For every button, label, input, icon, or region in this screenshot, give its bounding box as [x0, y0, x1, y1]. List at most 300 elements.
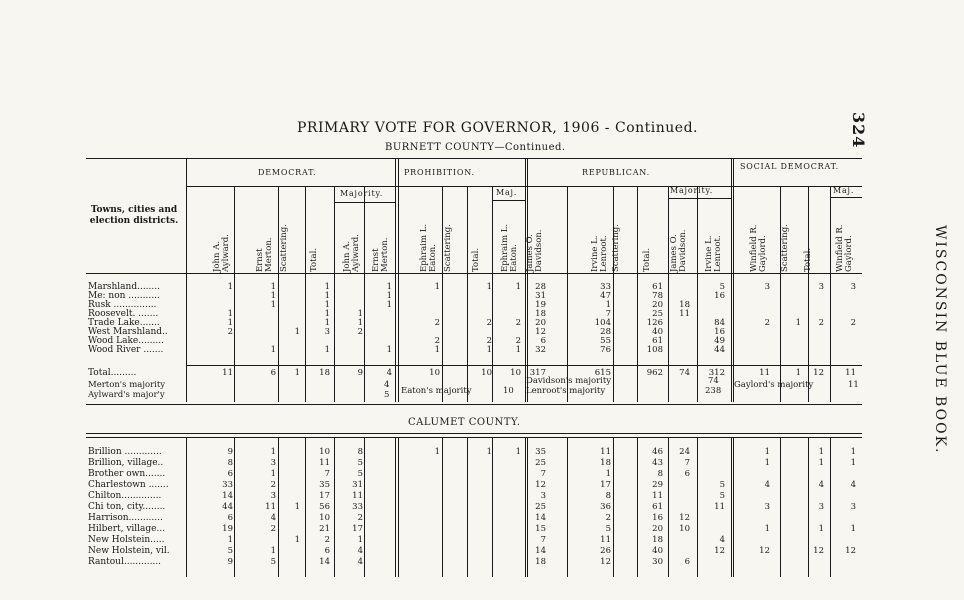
total-cell: 9	[357, 368, 363, 378]
vote-cell: 2	[515, 336, 521, 346]
vote-cell: 6	[324, 546, 330, 556]
vote-cell: 8	[357, 447, 363, 457]
vote-cell: 20	[652, 524, 663, 534]
vote-cell: 6	[684, 557, 690, 567]
column-divider	[830, 186, 831, 402]
vote-cell: 2	[357, 513, 363, 523]
column-header: Irvine L. Lenroot.	[704, 235, 723, 272]
column-divider	[830, 437, 831, 577]
vote-cell: 1	[294, 327, 300, 337]
vote-cell: 1	[270, 469, 276, 479]
total-cell: 11	[845, 368, 856, 378]
vote-cell: 1	[270, 282, 276, 292]
vote-cell: 5	[719, 282, 725, 292]
vote-cell: 1	[764, 458, 770, 468]
vote-cell: 5	[719, 480, 725, 490]
column-header: Ephraim L. Eaton.	[419, 223, 438, 272]
vote-cell: 5	[227, 546, 233, 556]
vote-cell: 3	[818, 282, 824, 292]
town-name: New Holstein, vil.	[88, 546, 170, 556]
vote-cell: 5	[719, 491, 725, 501]
vote-cell: 1	[386, 300, 392, 310]
vote-cell: 2	[515, 318, 521, 328]
town-name: Roosevelt. .......	[88, 309, 159, 319]
vote-cell: 3	[270, 458, 276, 468]
vote-cell: 12	[679, 513, 690, 523]
vote-cell: 46	[652, 447, 663, 457]
vote-cell: 55	[600, 336, 611, 346]
vote-cell: 40	[652, 546, 663, 556]
column-divider	[395, 437, 396, 577]
town-name: Brillion, village..	[88, 458, 164, 468]
vote-cell: 1	[818, 447, 824, 457]
vote-cell: 6	[227, 513, 233, 523]
vote-cell: 30	[652, 557, 663, 567]
vote-cell: 4	[850, 480, 856, 490]
vote-cell: 2	[850, 318, 856, 328]
column-divider	[442, 186, 443, 402]
vote-cell: 1	[270, 345, 276, 355]
town-name: Chilton..............	[88, 491, 162, 501]
vote-cell: 3	[270, 491, 276, 501]
group-democrat: DEMOCRAT.	[258, 168, 317, 177]
vote-cell: 1	[324, 318, 330, 328]
vote-cell: 2	[434, 336, 440, 346]
vote-cell: 6	[684, 469, 690, 479]
vote-cell: 108	[646, 345, 663, 355]
column-divider	[637, 186, 638, 402]
vote-cell: 14	[319, 557, 330, 567]
vote-cell: 84	[714, 318, 725, 328]
column-header: Irvine L. Lenroot.	[590, 235, 609, 272]
vote-cell: 26	[600, 546, 611, 556]
vote-cell: 9	[227, 447, 233, 457]
vote-cell: 2	[270, 480, 276, 490]
vote-cell: 17	[352, 524, 363, 534]
group-maj-social: Maj.	[833, 186, 855, 195]
town-name: Rusk ...............	[88, 300, 157, 310]
vote-cell: 1	[227, 318, 233, 328]
column-header: James O. Davidson.	[525, 229, 544, 272]
column-header: Scattering.	[780, 224, 790, 272]
rule-calumet-top	[86, 433, 862, 434]
column-header: John A. Aylward.	[212, 234, 231, 272]
vote-cell: 1	[324, 282, 330, 292]
vote-cell: 49	[714, 336, 725, 346]
column-header: Total.	[803, 247, 813, 272]
vote-cell: 1	[227, 282, 233, 292]
column-divider	[492, 186, 493, 402]
vote-cell: 28	[535, 282, 546, 292]
vote-cell: 31	[352, 480, 363, 490]
eaton-majority-value: 10	[503, 386, 514, 396]
vote-cell: 2	[270, 524, 276, 534]
vote-cell: 20	[535, 318, 546, 328]
total-cell: 1	[795, 368, 801, 378]
vote-cell: 17	[600, 480, 611, 490]
total-cell: 4	[386, 368, 392, 378]
total-cell: 615	[594, 368, 611, 378]
vote-cell: 19	[222, 524, 233, 534]
vote-cell: 14	[222, 491, 233, 501]
vote-cell: 1	[486, 282, 492, 292]
column-divider	[467, 437, 468, 577]
vote-cell: 10	[679, 524, 690, 534]
vote-cell: 8	[657, 469, 663, 479]
column-divider	[398, 437, 399, 577]
column-header: John A. Aylward.	[342, 234, 361, 272]
rule-majority-rep	[668, 198, 731, 199]
vote-cell: 28	[600, 327, 611, 337]
vote-cell: 2	[605, 513, 611, 523]
column-divider	[567, 186, 568, 402]
vote-cell: 12	[714, 546, 725, 556]
vote-cell: 2	[486, 318, 492, 328]
column-divider	[186, 437, 187, 577]
vote-cell: 12	[535, 480, 546, 490]
vote-cell: 10	[319, 513, 330, 523]
total-cell: 74	[679, 368, 690, 378]
vote-cell: 15	[535, 524, 546, 534]
vote-cell: 1	[324, 291, 330, 301]
vote-cell: 8	[227, 458, 233, 468]
column-divider	[334, 437, 335, 577]
vote-cell: 25	[535, 458, 546, 468]
vote-cell: 1	[486, 447, 492, 457]
vote-cell: 3	[540, 491, 546, 501]
aylward-majority-value: 5	[384, 390, 390, 400]
column-divider	[567, 437, 568, 577]
rule-group	[186, 186, 862, 187]
vote-cell: 1	[515, 345, 521, 355]
vote-cell: 12	[600, 557, 611, 567]
vote-cell: 14	[535, 546, 546, 556]
vote-cell: 104	[594, 318, 611, 328]
town-name: Trade Lake.......	[88, 318, 160, 328]
vote-cell: 1	[434, 282, 440, 292]
vote-cell: 21	[319, 524, 330, 534]
group-social: SOCIAL DEMOCRAT.	[740, 162, 839, 171]
vote-cell: 12	[813, 546, 824, 556]
vote-cell: 1	[818, 458, 824, 468]
vote-cell: 18	[535, 309, 546, 319]
total-cell: 962	[646, 368, 663, 378]
column-header: Scattering.	[279, 224, 289, 272]
aylward-majority-label: Aylward's major'y	[88, 390, 165, 400]
davidson-majority-value: 74	[708, 376, 719, 386]
total-cell: 1	[294, 368, 300, 378]
vote-cell: 1	[486, 345, 492, 355]
rule-maj-prohib	[492, 200, 525, 201]
town-name: Harrison............	[88, 513, 163, 523]
vote-cell: 3	[324, 327, 330, 337]
vote-cell: 18	[679, 300, 690, 310]
total-cell: 11	[759, 368, 770, 378]
vote-cell: 43	[652, 458, 663, 468]
total-cell: 10	[429, 368, 440, 378]
county-subtitle: BURNETT COUNTY—Continued.	[385, 142, 566, 153]
vote-cell: 5	[357, 458, 363, 468]
vote-cell: 56	[319, 502, 330, 512]
vote-cell: 3	[850, 282, 856, 292]
column-divider	[364, 437, 365, 577]
vote-cell: 33	[352, 502, 363, 512]
vote-cell: 31	[535, 291, 546, 301]
vote-cell: 2	[486, 336, 492, 346]
rule-total	[186, 365, 862, 366]
vote-cell: 1	[294, 502, 300, 512]
column-header: Ephraim L. Eaton.	[500, 223, 519, 272]
vote-cell: 40	[652, 327, 663, 337]
vote-cell: 3	[818, 502, 824, 512]
total-cell: 312	[708, 368, 725, 378]
column-divider	[731, 437, 732, 577]
running-head: WISCONSIN BLUE BOOK.	[932, 225, 948, 455]
vote-cell: 16	[714, 291, 725, 301]
town-name: Wood Lake.........	[88, 336, 164, 346]
gaylord-majority-value: 11	[848, 380, 859, 390]
vote-cell: 4	[764, 480, 770, 490]
vote-cell: 12	[535, 327, 546, 337]
vote-cell: 1	[357, 309, 363, 319]
town-name: Marshland........	[88, 282, 160, 292]
vote-cell: 44	[222, 502, 233, 512]
rule-majority	[334, 202, 395, 203]
total-cell: 6	[270, 368, 276, 378]
merton-majority-value: 4	[384, 380, 390, 390]
vote-cell: 19	[535, 300, 546, 310]
vote-cell: 29	[652, 480, 663, 490]
total-label: Total.........	[88, 368, 137, 378]
vote-cell: 1	[324, 300, 330, 310]
calumet-heading: CALUMET COUNTY.	[408, 417, 521, 428]
vote-cell: 61	[652, 282, 663, 292]
vote-cell: 1	[386, 291, 392, 301]
vote-cell: 61	[652, 502, 663, 512]
page-title: PRIMARY VOTE FOR GOVERNOR, 1906 - Continued.	[297, 120, 698, 136]
column-divider	[492, 437, 493, 577]
column-divider	[780, 437, 781, 577]
vote-cell: 12	[759, 546, 770, 556]
vote-cell: 76	[600, 345, 611, 355]
vote-cell: 61	[652, 336, 663, 346]
column-header: James O. Davidson.	[669, 229, 688, 272]
vote-cell: 4	[270, 513, 276, 523]
vote-cell: 17	[319, 491, 330, 501]
vote-cell: 11	[600, 447, 611, 457]
vote-cell: 18	[535, 557, 546, 567]
vote-cell: 2	[324, 535, 330, 545]
column-header: Ernst Merton.	[255, 237, 274, 272]
group-maj-prohib: Maj.	[496, 188, 518, 197]
vote-cell: 11	[600, 535, 611, 545]
group-majority-dem: Majority.	[340, 189, 384, 198]
town-name: Wood River .......	[88, 345, 164, 355]
vote-cell: 2	[357, 327, 363, 337]
vote-cell: 7	[540, 469, 546, 479]
vote-cell: 12	[845, 546, 856, 556]
vote-cell: 14	[535, 513, 546, 523]
vote-cell: 1	[227, 535, 233, 545]
vote-cell: 1	[764, 524, 770, 534]
vote-cell: 7	[684, 458, 690, 468]
vote-cell: 4	[357, 546, 363, 556]
vote-cell: 6	[540, 336, 546, 346]
vote-cell: 1	[270, 300, 276, 310]
town-name: Brother own.......	[88, 469, 166, 479]
vote-cell: 11	[714, 502, 725, 512]
vote-cell: 4	[719, 535, 725, 545]
vote-cell: 2	[434, 318, 440, 328]
vote-cell: 25	[652, 309, 663, 319]
vote-cell: 1	[605, 300, 611, 310]
total-cell: 10	[481, 368, 492, 378]
column-header: Scattering.	[443, 224, 453, 272]
vote-cell: 1	[818, 524, 824, 534]
vote-cell: 3	[764, 282, 770, 292]
vote-cell: 11	[265, 502, 276, 512]
total-cell: 18	[319, 368, 330, 378]
vote-cell: 44	[714, 345, 725, 355]
column-divider	[442, 437, 443, 577]
vote-cell: 11	[679, 309, 690, 319]
vote-cell: 1	[515, 447, 521, 457]
vote-cell: 1	[515, 282, 521, 292]
vote-cell: 1	[324, 345, 330, 355]
vote-cell: 11	[652, 491, 663, 501]
vote-cell: 5	[605, 524, 611, 534]
column-divider	[613, 437, 614, 577]
vote-cell: 16	[652, 513, 663, 523]
vote-cell: 7	[540, 535, 546, 545]
column-divider	[234, 186, 235, 402]
vote-cell: 4	[818, 480, 824, 490]
vote-cell: 2	[764, 318, 770, 328]
vote-cell: 1	[357, 318, 363, 328]
vote-cell: 24	[679, 447, 690, 457]
vote-cell: 126	[646, 318, 663, 328]
gaylord-majority-label: Gaylord's majority	[734, 380, 814, 390]
total-cell: 11	[222, 368, 233, 378]
vote-cell: 1	[850, 524, 856, 534]
vote-cell: 11	[319, 458, 330, 468]
vote-cell: 1	[434, 447, 440, 457]
column-header: Winfield R. Gaylord.	[749, 224, 768, 272]
town-name: Me: non ...........	[88, 291, 160, 301]
vote-cell: 1	[386, 345, 392, 355]
column-divider	[668, 437, 669, 577]
vote-cell: 1	[357, 535, 363, 545]
vote-cell: 35	[319, 480, 330, 490]
group-prohibition: PROHIBITION.	[404, 168, 475, 177]
vote-cell: 1	[434, 345, 440, 355]
davidson-majority-label: Davidson's majority	[526, 376, 612, 386]
vote-cell: 16	[714, 327, 725, 337]
column-divider	[234, 437, 235, 577]
town-name: Charlestown .......	[88, 480, 169, 490]
vote-cell: 33	[600, 282, 611, 292]
vote-cell: 1	[270, 546, 276, 556]
rule-header-bottom	[86, 273, 862, 274]
vote-cell: 1	[850, 447, 856, 457]
column-divider	[364, 186, 365, 402]
town-name: Hilbert, village...	[88, 524, 166, 534]
page-number: 324	[849, 112, 868, 149]
vote-cell: 1	[850, 458, 856, 468]
vote-cell: 1	[605, 469, 611, 479]
merton-majority-label: Merton's majority	[88, 380, 166, 390]
vote-cell: 4	[357, 557, 363, 567]
column-header: Winfield R. Gaylord.	[835, 224, 854, 272]
column-header: Scattering.	[611, 224, 621, 272]
vote-cell: 3	[850, 502, 856, 512]
column-header: Total.	[309, 247, 319, 272]
column-divider	[637, 437, 638, 577]
vote-cell: 1	[324, 309, 330, 319]
vote-cell: 1	[270, 291, 276, 301]
vote-cell: 1	[294, 535, 300, 545]
column-divider	[697, 437, 698, 577]
vote-cell: 20	[652, 300, 663, 310]
vote-cell: 10	[319, 447, 330, 457]
group-republican: REPUBLICAN.	[582, 168, 650, 177]
total-cell: 12	[813, 368, 824, 378]
town-name: Rantoul.............	[88, 557, 162, 567]
vote-cell: 33	[222, 480, 233, 490]
vote-cell: 9	[227, 557, 233, 567]
vote-cell: 25	[535, 502, 546, 512]
town-name: Brillion .............	[88, 447, 162, 457]
column-divider	[334, 186, 335, 402]
total-cell: 10	[510, 368, 521, 378]
vote-cell: 1	[795, 318, 801, 328]
vote-cell: 1	[386, 282, 392, 292]
vote-cell: 32	[535, 345, 546, 355]
vote-cell: 3	[764, 502, 770, 512]
rule-burnett-bottom	[86, 404, 862, 405]
vote-cell: 5	[270, 557, 276, 567]
column-header: Total.	[642, 247, 652, 272]
vote-cell: 5	[357, 469, 363, 479]
vote-cell: 2	[227, 327, 233, 337]
vote-cell: 78	[652, 291, 663, 301]
group-majority-rep: Majority.	[670, 186, 714, 195]
vote-cell: 1	[270, 447, 276, 457]
vote-cell: 2	[818, 318, 824, 328]
column-divider	[697, 186, 698, 402]
rule-calumet-top-2	[86, 437, 862, 438]
vote-cell: 47	[600, 291, 611, 301]
total-cell: 317	[529, 368, 546, 378]
town-name: New Holstein.....	[88, 535, 165, 545]
vote-cell: 18	[600, 458, 611, 468]
vote-cell: 7	[605, 309, 611, 319]
vote-cell: 36	[600, 502, 611, 512]
column-divider	[733, 437, 734, 577]
vote-cell: 8	[605, 491, 611, 501]
vote-cell: 18	[652, 535, 663, 545]
rule-top	[86, 158, 862, 159]
towns-column-header: Towns, cities and election districts.	[89, 205, 179, 226]
vote-cell: 35	[535, 447, 546, 457]
lenroot-majority-label: Lenroot's majority	[526, 386, 606, 396]
town-name: West Marshland..	[88, 327, 168, 337]
rule-maj-social	[830, 197, 862, 198]
vote-cell: 1	[764, 447, 770, 457]
vote-cell: 7	[324, 469, 330, 479]
column-header: Ernst Merton.	[371, 237, 390, 272]
column-header: Total.	[471, 247, 481, 272]
